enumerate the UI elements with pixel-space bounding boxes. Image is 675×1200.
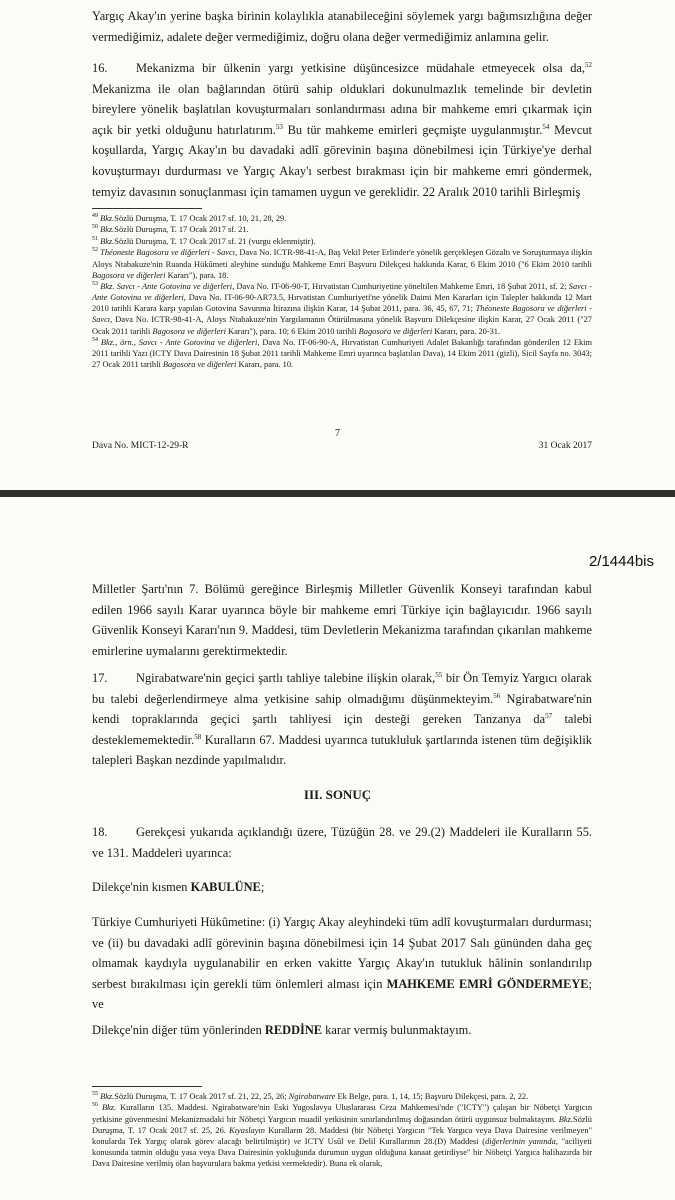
footnote-text: Kararı, para. 10. — [236, 360, 294, 370]
paragraph-number: 18. — [92, 825, 108, 839]
footnote-text: ICTY Usûl ve Delil Kurallarının 28.(D) Maddesi ( — [301, 1136, 486, 1146]
page-footer — [92, 441, 592, 451]
footnotes-page-1 — [92, 213, 592, 371]
footnote-italic: Bkz. — [100, 1092, 115, 1101]
paragraph-number: 16. — [92, 61, 108, 75]
footnote-italic: Théoneste Bagosora ve diğerleri - Savcı, — [100, 248, 238, 258]
footnote-separator — [92, 1086, 202, 1087]
footnote-text: Dava No. ICTR-98-41-A, Baş Vekil Peter Erlinder'e yönelik gerçekleşen Gözaltı ve Soruşturmaya ilişkin Aloys Ntabakuze'nin Ruanda Hükûmeti aleyhine sunduğu Mahkeme Emri Başvuru Dilekçesi hakkında Karar, 6 Ekim 2010 ("6 Ekim 2010 tarihli — [92, 248, 593, 269]
section-heading: III. SONUÇ — [303, 787, 372, 802]
footnotes-page-2 — [92, 1091, 592, 1169]
acceptance-text: Dilekçe'nin kısmen — [92, 880, 191, 894]
footnote-italic: Bkz. Savcı - Ante Gotovina ve diğerleri, — [100, 282, 235, 292]
footnote-ref-55[interactable]: 55 — [435, 670, 443, 679]
order-paragraph — [92, 912, 592, 1015]
acceptance-line — [92, 877, 592, 898]
rejection-text: Dilekçe'nin diğer tüm yönlerinden — [92, 1023, 265, 1037]
footnote-italic: Bagosora ve diğerleri — [92, 270, 166, 280]
paragraph-text: talebi desteklememektedir. — [92, 712, 592, 747]
document-stamp: 2/1444bis — [588, 553, 654, 570]
paragraph-text: Mekanizma ile olan bağlarından ötürü sahip olduklari dokunulmazlık temelinde bir devletin bireylere yönelik başlatılan kovuşturmaları sonlandırması adına bir mahkeme emri çıkarmak için açık bir yetki olduğunu hatırlatırım. — [92, 81, 592, 137]
case-number: Dava No. MICT-12-29-R — [92, 441, 189, 451]
footnote-text: Sözlü Duruşma, T. 17 Ocak 2017 sf. 10, 21, 28, 29. — [114, 214, 287, 223]
acceptance-bold: KABULÜNE — [190, 880, 261, 894]
paragraph-16 — [92, 58, 592, 202]
rejection-bold: REDDİNE — [264, 1023, 323, 1037]
footnote-italic: Théoneste Bagosora ve diğerleri - Savcı, — [92, 304, 592, 325]
footnote-text: Sözlü Duruşma, T. 17 Ocak 2017 sf. 21, 22, 25, 26; — [114, 1092, 289, 1101]
footnote-text: Dava No. IT-06-90-AR73.5, Hırvatistan Cumhuriyeti'ne yönelik Daimi Men Kararları için Talepler hakkında 12 Mart 2010 tarihli Karara karşı yapılan Gotovina Savunma İtirazına ilişkin Karar, 14 Şubat 2011, para. 36, 45, 67, 71; — [92, 293, 592, 314]
footnote-ref-56[interactable]: 56 — [493, 691, 501, 700]
footnote-italic: Bkz. — [558, 1114, 573, 1124]
page-number: 7 — [335, 428, 340, 439]
footnote-ref-53[interactable]: 53 — [275, 122, 283, 131]
paragraph-number: 17. — [92, 671, 108, 685]
acceptance-text: ; — [260, 880, 265, 894]
footnote-55 — [92, 1091, 592, 1102]
footnote-number: 56 — [92, 1102, 98, 1109]
footnote-italic: Bagosora ve diğerleri — [358, 326, 433, 336]
footnote-text: Dava No. IT-06-90-T, Hırvatistan Cumhuriyetine yöneltilen Mahkeme Emri, 18 Şubat 2011, sf. 2; — [234, 282, 569, 292]
footnote-49 — [92, 213, 592, 224]
footnote-ref-57[interactable]: 57 — [545, 712, 553, 721]
intro-paragraph — [92, 6, 592, 47]
footnote-italic: Savcı - Ante Gotovina ve diğerleri, — [92, 282, 592, 303]
footnote-text: Dava No. ICTR-98-41-A, Aloys Ntabakuze'nin Yargılamanın Ötürülmasına yönelik Başvuru Dilekçesine ilişkin Karar, 27 Ocak 2011 ("27 Ocak 2011 tarihli — [92, 315, 592, 336]
paragraph-text: Kuralların 67. Maddesi uyarınca tutukluluk şartlarında istenen tüm değişiklik talepleri Başkan nezdinde yapılmalıdır. — [92, 732, 592, 768]
footnote-50 — [92, 224, 592, 235]
footnote-text: Kararı"), para. 10; 6 Ekim 2010 tarihli — [225, 326, 359, 336]
footnote-number: 54 — [92, 337, 98, 344]
footnote-italic: ve — [293, 1136, 302, 1146]
footnote-ref-58[interactable]: 58 — [194, 732, 202, 741]
footnote-text: Kararı"), para. 18. — [165, 270, 229, 280]
footnote-text: Kararı, para. 20-31. — [432, 326, 501, 336]
footnote-text: Sözlü Duruşma, T. 17 Ocak 2017 sf. 21. — [114, 225, 249, 235]
footnote-number: 49 — [92, 213, 98, 220]
footnote-italic: Ngirabatware — [288, 1092, 336, 1101]
paragraph-text: Gerekçesi yukarıda açıklandığı üzere, Tüzüğün 28. ve 29.(2) Maddeleri ile Kuralların 55. ve 131. Maddeleri uyarınca: — [92, 825, 592, 860]
footnote-italic: Kıyaslayın — [229, 1125, 265, 1135]
paragraph-18 — [92, 822, 592, 863]
footnote-italic: Bkz. — [100, 214, 115, 223]
footnote-text: Sözlü Duruşma, T. 17 Ocak 2017 sf. 25, 26. — [92, 1114, 592, 1135]
footnote-italic: Bkz. — [100, 225, 115, 235]
document-page-1 — [0, 0, 675, 490]
footnote-53 — [92, 281, 592, 336]
paragraph-text: Ngirabatware'nin kendi topraklarında geçici şartlı tahliyesi için desteği gereken Tanzanya da — [92, 691, 592, 727]
footnote-number: 55 — [92, 1091, 98, 1098]
footnote-italic: diğerlerinin yanında, — [485, 1136, 558, 1146]
rejection-line — [92, 1020, 592, 1041]
footnote-56 — [92, 1102, 592, 1169]
paragraph-text: Ngirabatware'nin geçici şartlı tahliye talebine ilişkin olarak, — [136, 671, 436, 685]
paragraph-17 — [92, 668, 592, 771]
intro-text: Yargıç Akay'ın yerine başka birinin kolaylıkla atanabileceğini söylemek yargı bağımsızlığına değer vermediğimiz, adalete değer vermediğimiz, doğru olana değer vermediğimiz anlamına gelir. — [92, 9, 592, 44]
footnote-italic: Bkz. — [100, 236, 115, 246]
paragraph-text: bir Ön Temyiz Yargıcı olarak bu talebi değerlendirmeye alma yetkisine sahip olmadığımı düşünmekteyim. — [92, 671, 592, 706]
footnote-text: Kuralların 28. Maddesi (bir Nöbetçi Yargıcın "Tek Yargıca veya Dava Dairesine verilmeyen" konularda Tek Yargıç olarak görev alacağı belirtilmiştir) — [92, 1125, 593, 1146]
rejection-text: karar vermiş bulunmaktayım. — [322, 1023, 472, 1037]
footnote-54 — [92, 337, 592, 370]
document-page-2 — [0, 497, 675, 1200]
footnote-italic: Bagosora ve diğerleri — [162, 360, 237, 370]
footnote-ref-52[interactable]: 52 — [585, 60, 592, 69]
paragraph-text: Bu tür mahkeme emirleri geçmişte uygulanmıştır. — [282, 122, 543, 137]
footnote-52 — [92, 247, 592, 280]
footnote-text: Kuralların 135. Maddesi. Ngirabatware'nin Eski Yugoslavya Uluslararası Ceza Mahkemesi'nde ("ICTY") çalışan bir Nöbetçi Yargıcın yetkisine güvenmesini Mekanizmadaki bir Nöbetçi Yargıcın muadil yetkisinin sınırlandırılmış doğasından ötürü uygunsuz bulmaktayım. — [92, 1103, 593, 1124]
footnote-text: Ek Belge, para. 1, 14, 15; Başvuru Dilekçesi, para. 2, 22. — [335, 1092, 529, 1101]
order-bold: MAHKEME EMRİ GÖNDERMEYE — [386, 976, 589, 991]
order-text: ; ve — [92, 976, 592, 1012]
footnote-italic: Bagosora ve diğerleri — [152, 326, 226, 336]
footnote-number: 53 — [92, 281, 98, 288]
footer-date: 31 Ocak 2017 — [538, 441, 592, 451]
footnote-number: 51 — [92, 236, 98, 243]
footnote-text: Sözlü Duruşma, T. 17 Ocak 2017 sf. 21 (vurgu eklenmiştir). — [114, 236, 316, 246]
footnote-italic: Bkz., örn., Savcı - Ante Gotovina ve diğerleri, — [100, 337, 260, 347]
paragraph-text: Mekanizma bir ülkenin yargı yetkisine düşüncesizce müdahale etmeyecek olsa da, — [136, 61, 585, 75]
footnote-separator — [92, 208, 202, 209]
footnote-ref-54[interactable]: 54 — [542, 122, 550, 131]
page-gap — [0, 490, 675, 497]
footnote-text: "aciliyeti konusunda tatmin olduğu yasa veya Dava Dairesinin yokluğunda durumun uygun olduğuna kanaat getirdiyse" bir Nöbetçi Yargıca halihazırda bir Dava Dairesine verilmiş olan başvurulara bakma yetkisi vermektedir). Buna ek olarak, — [92, 1136, 592, 1168]
order-text: Türkiye Cumhuriyeti Hükûmetine: (i) Yargıç Akay aleyhindeki tüm adlî kovuşturmaları durdurması; ve (ii) bu davadaki adlî görevinin başına dönebilmesi için 14 Şubat 2017 Salı gününden daha geç olmamak kaydıyla uygulanabilir en erken vakitte Yargıç Akay'ın tutukluk hâlinin sonlandırılıp serbest bırakılması için gerekli tüm önlemleri alması için — [92, 915, 592, 991]
footnote-51 — [92, 236, 592, 247]
footnote-number: 50 — [92, 224, 98, 231]
continued-paragraph — [92, 579, 592, 661]
footnote-number: 52 — [92, 247, 98, 254]
paragraph-text: Mevcut koşullarda, Yargıç Akay'ın bu davadaki adlî görevinin başına dönebilmesi için Türkiye'ye derhal kovuşturmayı durdurması ve Yargıç Akay'ı serbest bırakması için bir mahkeme emri göndermek, temyiz davasının sonuçlanması için tamamen uygun ve gereklidir. 22 Aralık 2010 tarihli Birleşmiş — [92, 122, 592, 199]
continued-text: Milletler Şartı'nın 7. Bölümü gereğince Birleşmiş Milletler Güvenlik Konseyi tarafından kabul edilen 1966 sayılı Karar uyarınca böyle bir mahkeme emri Türkiye için bağlayıcıdır. 1966 sayılı Güvenlik Konseyi Kararı'nın 9. Maddesi, tüm Devletlerin Mekanizma tarafından çıkarılan mahkeme emirlerine uymalarını gerektirmektedir. — [92, 582, 592, 658]
footnote-italic: Bkz. — [101, 1103, 117, 1113]
footnote-text: Dava No. IT-06-90-A, Hırvatistan Cumhuriyeti Adalet Bakanlığı tarafından gönderilen 12 Ekim 2011 tarihli Yazı (ICTY Dava Dairesinin 18 Şubat 2011 tarihli Mahkeme Emri uyarınca başlatılan Dava), 14 Ekim 2011 (gizli), Sicil Sayfa no. 3043; 27 Ocak 2011 tarihli — [92, 337, 593, 370]
